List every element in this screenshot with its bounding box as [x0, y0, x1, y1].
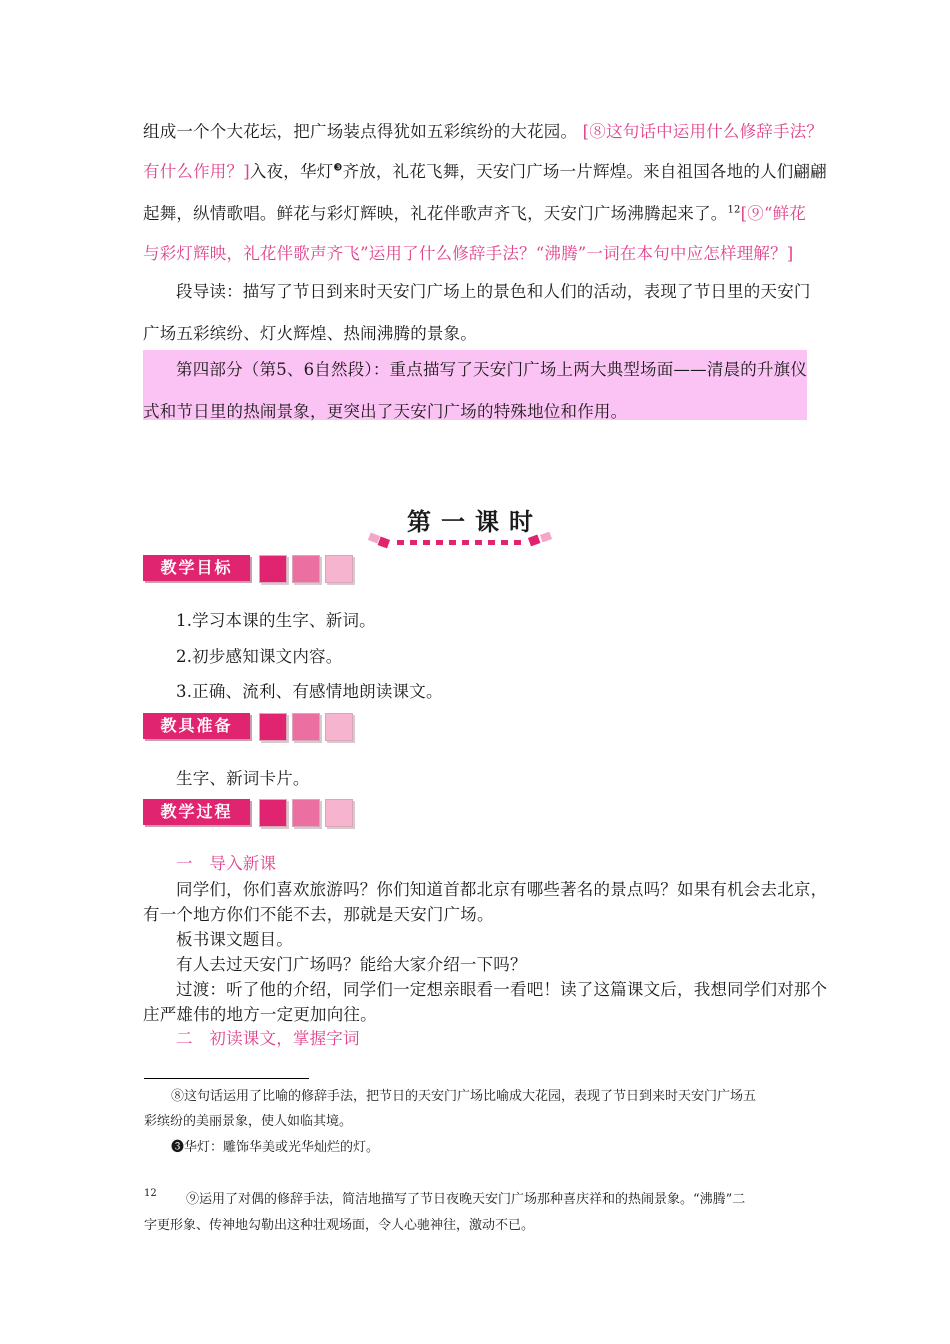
decor-square — [259, 555, 287, 583]
tools-text: 生字、新词卡片。 — [176, 769, 310, 788]
body-line — [143, 200, 808, 224]
decor-square — [325, 799, 353, 827]
process-text: 有人去过天安门广场吗？能给大家介绍一下吗？ — [176, 955, 527, 974]
body-line — [143, 158, 827, 182]
part-summary: 第四部分（第5、6自然段）：重点描写了天安门广场上两大典型场面——清晨的升旗仪 — [176, 360, 808, 379]
goal-item: 3.正确、流利、有感情地朗读课文。 — [176, 682, 443, 701]
decor-square — [259, 799, 287, 827]
decor-square — [292, 713, 320, 741]
title-decoration — [367, 532, 555, 550]
footnote-rule — [144, 1078, 309, 1079]
footnote-text: ⑨运用了对偶的修辞手法，简洁地描写了节日夜晚天安门广场那种喜庆祥和的热闹景象。“沸腾”二 — [186, 1192, 746, 1207]
footnote-text: 彩缤纷的美丽景象，使人如临其境。 — [144, 1114, 353, 1129]
step-heading: 一 导入新课 — [176, 854, 277, 873]
decor-square — [292, 555, 320, 583]
decor-square — [325, 555, 353, 583]
body-text: 起舞，纵情歌唱。鲜花与彩灯辉映，礼花伴歌声齐飞，天安门广场沸腾起来了。 — [143, 204, 728, 223]
footnote-number: 12 — [144, 1188, 157, 1199]
section-label: 教具准备 — [143, 713, 250, 739]
goal-item: 1.学习本课的生字、新词。 — [176, 611, 376, 630]
decor-square — [259, 713, 287, 741]
footnote-marker: 12 — [727, 204, 741, 216]
footnote-text: 字更形象、传神地勾勒出这种壮观场面，令人心驰神往，激动不已。 — [144, 1218, 535, 1233]
footnote-text: ❸华灯：雕饰华美或光华灿烂的灯。 — [171, 1140, 380, 1155]
paragraph-summary: 段导读：描写了节日到来时天安门广场上的景色和人们的活动，表现了节日里的天安门 — [176, 282, 811, 301]
footnote-text: ⑧这句话运用了比喻的修辞手法，把节日的天安门广场比喻成大花园，表现了节日到来时天安门广场五 — [171, 1089, 757, 1104]
question-annotation: [⑨“鲜花 — [740, 204, 806, 223]
body-line — [143, 118, 824, 142]
process-text: 有一个地方你们不能不去，那就是天安门广场。 — [143, 905, 494, 924]
process-text: 庄严雄伟的地方一定更加向往。 — [143, 1005, 377, 1024]
paragraph-summary: 广场五彩缤纷、灯火辉煌、热闹沸腾的景象。 — [143, 324, 477, 343]
question-annotation: 与彩灯辉映，礼花伴歌声齐飞”运用了什么修辞手法？“沸腾”一词在本句中应怎样理解？] — [143, 244, 794, 263]
question-annotation: 有什么作用？] — [143, 162, 250, 181]
section-label: 教学过程 — [143, 799, 250, 825]
decor-square — [292, 799, 320, 827]
body-text: 入夜，华灯 — [249, 162, 334, 181]
section-label: 教学目标 — [143, 555, 250, 581]
goal-item: 2.初步感知课文内容。 — [176, 647, 343, 666]
process-text: 过渡：听了他的介绍，同学们一定想亲眼看一看吧！读了这篇课文后，我想同学们对那个 — [176, 980, 828, 999]
process-text: 板书课文题目。 — [176, 930, 293, 949]
process-text: 同学们，你们喜欢旅游吗？你们知道首都北京有哪些著名的景点吗？如果有机会去北京， — [176, 880, 828, 899]
lesson-title: 第一课时 — [407, 508, 543, 536]
part-summary: 式和节日里的热闹景象，更突出了天安门广场的特殊地位和作用。 — [143, 402, 628, 421]
step-heading: 二 初读课文，掌握字词 — [176, 1029, 360, 1048]
footnote-marker: ❸ — [333, 162, 343, 174]
decor-square — [325, 713, 353, 741]
body-text: 组成一个个大花坛，把广场装点得犹如五彩缤纷的大花园。 — [143, 122, 578, 141]
question-annotation: [⑧这句话中运用什么修辞手法？ — [582, 122, 824, 141]
body-text: 齐放，礼花飞舞，天安门广场一片辉煌。来自祖国各地的人们翩翩 — [342, 162, 827, 181]
